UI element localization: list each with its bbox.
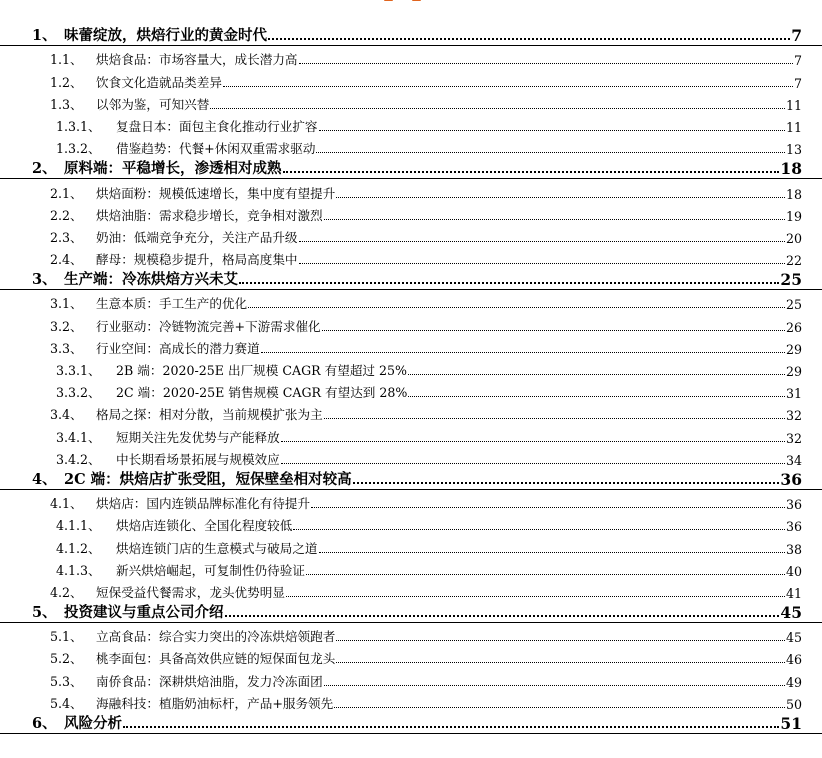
toc-entry-number: 3.3.1、 [56,363,101,378]
toc-entry[interactable] [0,91,822,113]
toc-entry-title: 短期关注先发优势与产能释放 [116,429,280,445]
toc-entry[interactable] [0,135,822,157]
toc-entry-page: 20 [785,230,802,246]
table-of-contents [0,24,822,734]
toc-entry-number: 5、 [32,604,57,622]
toc-entry-title: 酵母：规模稳步提升，格局高度集中 [96,252,298,268]
toc-entry-page: 45 [780,603,802,623]
toc-entry-title: 味蕾绽放，烘焙行业的黄金时代 [64,27,267,45]
toc-entry[interactable] [0,335,822,357]
toc-entry-page: 31 [785,386,802,402]
toc-entry-number: 3.4.1、 [56,429,101,445]
toc-entry-number: 2.3、 [50,229,83,245]
toc-entry-page: 32 [785,408,802,424]
toc-entry[interactable] [0,24,822,46]
toc-entry-title: 投资建议与重点公司介绍 [64,604,224,622]
toc-dot-leader [316,152,785,153]
toc-dot-leader [322,330,785,331]
header-mark-right [412,0,421,1]
toc-entry-number: 5.4、 [50,695,83,711]
toc-entry-title: 海融科技：植脂奶油标杆，产品+服务领先 [96,695,334,711]
toc-entry[interactable] [0,246,822,268]
toc-entry-title: 桃李面包：具备高效供应链的短保面包龙头 [96,651,336,667]
toc-entry-title: 生意本质：手工生产的优化 [96,296,248,312]
toc-entry-title: 2C 端：2020-25E 销售规模 CAGR 有望达到 28% [116,385,408,401]
toc-dot-leader [223,86,793,87]
toc-entry-page: 45 [785,630,802,646]
toc-dot-leader [299,241,785,242]
toc-entry-number: 2.1、 [50,185,83,201]
toc-entry-title: 生产端：冷冻烘焙方兴未艾 [64,271,238,289]
toc-entry-title: 2C 端：烘焙店扩张受阻，短保壁垒相对较高 [64,470,352,488]
toc-entry-title: 烘焙油脂：需求稳步增长，竞争相对激烈 [96,207,323,223]
toc-dot-leader [299,63,793,64]
toc-dot-leader [123,726,779,728]
header-mark-left [384,0,393,1]
toc-dot-leader [408,396,785,397]
toc-entry-title: 中长期看场景拓展与规模效应 [116,451,280,467]
toc-dot-leader [336,662,785,663]
toc-entry-page: 18 [780,159,802,179]
toc-entry-page: 50 [785,696,802,712]
toc-entry[interactable] [0,712,822,734]
toc-dot-leader [324,418,785,419]
toc-entry[interactable] [0,312,822,334]
toc-dot-leader [319,552,785,553]
toc-entry-number: 4.1、 [50,496,83,512]
toc-dot-leader [225,615,780,617]
toc-entry-title: 以邻为鉴，可知兴替 [96,96,210,112]
toc-entry-page: 25 [785,297,802,313]
toc-entry[interactable] [0,579,822,601]
toc-dot-leader [281,441,785,442]
toc-entry-page: 7 [791,26,802,46]
toc-entry-page: 26 [785,319,802,335]
toc-entry-title: 格局之探：相对分散，当前规模扩张为主 [96,407,323,423]
toc-dot-leader [319,130,785,131]
toc-entry[interactable] [0,623,822,645]
toc-entry-number: 4.1.1、 [56,518,101,534]
toc-entry-page: 36 [785,519,802,535]
toc-entry[interactable] [0,601,822,623]
toc-entry[interactable] [0,157,822,179]
toc-entry-title: 风险分析 [64,715,122,732]
toc-entry[interactable] [0,268,822,290]
toc-entry-page: 34 [785,452,802,468]
toc-entry-number: 4.1.2、 [56,540,101,556]
toc-entry-number: 1.2、 [50,74,83,90]
toc-entry[interactable] [0,667,822,689]
toc-entry-title: 行业空间：高成长的潜力赛道 [96,340,260,356]
toc-entry[interactable] [0,179,822,201]
toc-entry[interactable] [0,357,822,379]
toc-entry-page: 7 [793,53,802,69]
toc-entry-page: 7 [793,75,802,91]
toc-entry-number: 3.4.2、 [56,451,101,467]
toc-dot-leader [334,707,785,708]
toc-entry-number: 3.3.2、 [56,385,101,401]
toc-entry-title: 短保受益代餐需求，龙头优势明显 [96,584,285,600]
toc-entry-number: 4、 [32,470,57,488]
toc-entry-number: 3.3、 [50,340,83,356]
toc-entry-page: 49 [785,674,802,690]
toc-entry-page: 38 [785,541,802,557]
toc-entry[interactable] [0,690,822,712]
toc-dot-leader [311,507,785,508]
toc-entry-title: 奶油：低端竞争充分，关注产品升级 [96,229,298,245]
toc-entry-page: 11 [785,119,802,135]
toc-entry-title: 烘焙连锁门店的生意模式与破局之道 [116,540,318,556]
toc-entry-title: 烘焙店连锁化、全国化程度较低 [116,518,293,534]
toc-entry-page: 29 [785,364,802,379]
toc-entry-title: 复盘日本：面包主食化推动行业扩容 [116,118,318,134]
toc-entry-number: 1.1、 [50,52,83,68]
toc-dot-leader [353,482,780,484]
toc-entry[interactable] [0,46,822,68]
toc-dot-leader [210,108,785,109]
page-header-mark [384,0,430,4]
toc-entry[interactable] [0,401,822,423]
toc-entry[interactable] [0,512,822,534]
toc-entry[interactable] [0,379,822,401]
toc-dot-leader [286,596,785,597]
toc-entry-title: 新兴烘焙崛起，可复制性仍待验证 [116,562,305,578]
toc-dot-leader [239,282,779,284]
toc-entry-number: 5.1、 [50,629,83,645]
toc-dot-leader [248,307,785,308]
toc-dot-leader [324,685,785,686]
toc-dot-leader [261,352,785,353]
toc-entry-title: 烘焙食品：市场容量大，成长潜力高 [96,52,298,68]
toc-entry[interactable] [0,645,822,667]
toc-entry[interactable] [0,446,822,468]
toc-dot-leader [293,529,785,530]
toc-entry-page: 13 [785,142,802,158]
toc-entry-number: 5.2、 [50,651,83,667]
toc-dot-leader [281,463,785,464]
toc-dot-leader [306,574,785,575]
toc-entry-page: 11 [785,97,802,113]
toc-entry-number: 2.4、 [50,252,83,268]
toc-entry-title: 烘焙面粉：规模低速增长，集中度有望提升 [96,185,336,201]
toc-entry-number: 3.2、 [50,318,83,334]
toc-entry-page: 36 [780,469,802,489]
toc-entry-page: 41 [785,585,802,601]
toc-entry-title: 烘焙店：国内连锁品牌标准化有待提升 [96,496,311,512]
toc-entry-number: 5.3、 [50,673,83,689]
toc-entry[interactable] [0,224,822,246]
toc-entry-page: 36 [785,497,802,513]
toc-entry-page: 19 [785,208,802,224]
toc-entry-title: 立高食品：综合实力突出的冷冻烘焙领跑者 [96,629,336,645]
toc-entry-page: 46 [785,652,802,668]
toc-entry-page: 25 [780,270,802,290]
toc-entry-page: 51 [780,714,802,733]
toc-entry-page: 29 [785,341,802,357]
toc-entry[interactable] [0,557,822,579]
toc-entry-title: 2B 端：2020-25E 出厂规模 CAGR 有望超过 25% [116,363,408,378]
toc-entry-title: 南侨食品：深耕烘焙油脂，发力冷冻面团 [96,673,323,689]
toc-entry-page: 40 [785,563,802,579]
toc-entry-number: 3、 [32,271,57,289]
toc-entry-number: 3.4、 [50,407,83,423]
toc-dot-leader [324,219,785,220]
toc-entry[interactable] [0,113,822,135]
toc-dot-leader [408,374,785,375]
toc-dot-leader [283,171,780,173]
toc-entry-title: 饮食文化造就品类差异 [96,74,222,90]
toc-entry-number: 4.1.3、 [56,562,101,578]
toc-entry[interactable] [0,534,822,556]
toc-entry-title: 行业驱动：冷链物流完善+下游需求催化 [96,318,321,334]
toc-entry-number: 1.3、 [50,96,83,112]
toc-dot-leader [299,263,785,264]
toc-entry[interactable] [0,468,822,490]
toc-entry-number: 4.2、 [50,584,83,600]
toc-entry-number: 1.3.2、 [56,141,101,157]
toc-entry-page: 22 [785,253,802,269]
toc-entry-page: 18 [785,186,802,202]
toc-dot-leader [336,640,785,641]
toc-entry-number: 1.3.1、 [56,118,101,134]
toc-entry-number: 3.1、 [50,296,83,312]
toc-entry-title: 借鉴趋势：代餐+休闲双重需求驱动 [116,141,316,157]
toc-dot-leader [336,197,785,198]
toc-entry-page: 32 [785,430,802,446]
toc-entry[interactable] [0,423,822,445]
toc-entry-number: 6、 [32,715,57,732]
toc-entry-number: 1、 [32,27,57,45]
toc-entry[interactable] [0,490,822,512]
toc-dot-leader [268,38,790,40]
toc-entry[interactable] [0,202,822,224]
toc-entry-title: 原料端：平稳增长，渗透相对成熟 [64,160,282,178]
toc-entry[interactable] [0,68,822,90]
toc-entry[interactable] [0,290,822,312]
toc-entry-number: 2.2、 [50,207,83,223]
toc-entry-number: 2、 [32,160,57,178]
